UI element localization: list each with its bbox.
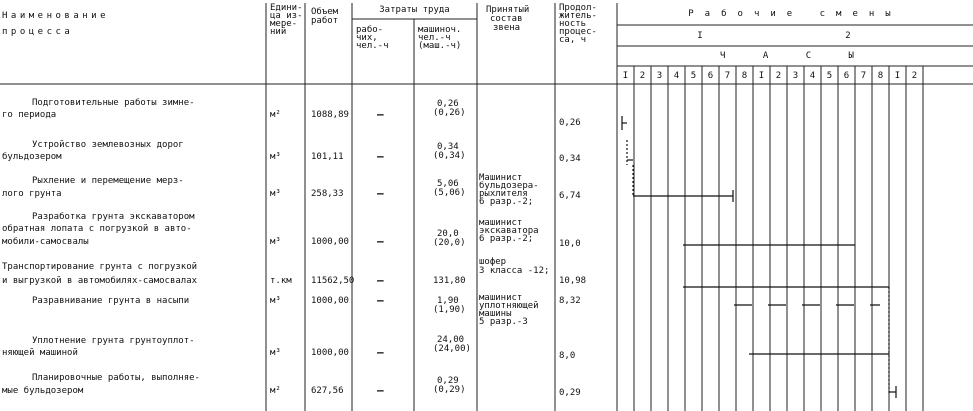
row-2-duration: 0,34 [559,154,581,164]
hour-label: 5 [690,71,697,81]
row-8-unit: м² [270,386,281,396]
shifts-header: Рабочие смены [688,9,902,19]
row-4-machines-2: (20,0) [433,238,466,248]
row-6-duration: 8,32 [559,296,581,306]
row-4-name-1: Разработка грунта экскаватором [32,212,195,222]
row-5-volume: 11562,50 [311,276,355,286]
row-2-workers: – [377,150,384,163]
row-7-name-2: няющей машиной [2,348,78,358]
machines-header-2: чел.-ч [418,33,451,43]
row-3-duration: 6,74 [559,191,581,201]
unit-header-4: ний [270,27,287,37]
row-7-workers: – [377,346,384,359]
unit-header-2: ца из- [270,11,303,21]
crew-header-1: Принятый [486,5,530,15]
row-6-machines-2: (1,90) [433,305,466,315]
crew-header-3: звена [493,23,521,33]
row-6-machines-1: 1,90 [437,296,459,306]
row-3-unit: м³ [270,189,281,199]
hour-label: 7 [860,71,867,81]
row-3-volume: 258,33 [311,189,344,199]
row-6-workers: – [377,294,384,307]
shift-number-2: 2 [845,31,851,41]
hour-label: 2 [775,71,782,81]
row-4-unit: м³ [270,237,281,247]
row-5-name-1: Транспортирование грунта с погрузкой [2,262,198,272]
row-1-name-2: го периода [2,110,57,120]
row-3-workers: – [377,187,384,200]
duration-header-1: Продол- [559,3,597,13]
row-7-name-1: Уплотнение грунта грунтоуплот- [32,336,195,346]
row-2-machines-1: 0,34 [437,142,459,152]
workers-header-2: чих, [356,33,378,43]
crew-4-line-4: 5 разр.-3 [479,317,528,327]
hour-label: 8 [741,71,748,81]
row-1-duration: 0,26 [559,118,581,128]
row-6-volume: 1000,00 [311,296,349,306]
row-5-machines-1: 131,80 [433,276,466,286]
machines-header-3: (маш.-ч) [418,41,462,51]
crew-4-line-2: уплотняющей [479,301,539,311]
duration-header-3: ность [559,19,587,29]
duration-header-2: житель- [559,11,597,21]
crew-1-line-3: рыхлителя [479,189,528,199]
row-4-workers: – [377,235,384,248]
hour-label: 7 [724,71,731,81]
duration-header-4: процес- [559,27,597,37]
row-4-duration: 10,0 [559,239,581,249]
row-5-unit: т.км [270,276,292,286]
hour-label: 3 [656,71,663,81]
row-5-name-2: и выгрузкой в автомобилях-самосвалах [2,276,198,286]
row-1-name-1: Подготовительные работы зимне- [32,98,195,108]
machines-header-1: машиноч. [418,25,462,35]
row-8-name-2: мые бульдозером [2,386,84,396]
crew-2-line-2: экскаватора [479,226,539,236]
row-3-machines-1: 5,06 [437,179,459,189]
unit-header-3: мере- [270,19,298,29]
crew-header-2: состав [490,14,523,24]
hour-label: 4 [809,71,816,81]
crew-1-line-2: бульдозера- [479,181,539,191]
row-4-machines-1: 20,0 [437,229,459,239]
row-1-machines-2: (0,26) [433,108,466,118]
hours-header: Ч А С Ы [720,51,870,61]
shift-number-1: I [697,31,703,41]
row-5-workers: – [377,274,384,287]
crew-4-line-3: машины [479,309,512,319]
hour-label: 4 [673,71,680,81]
row-6-unit: м³ [270,296,281,306]
row-3-machines-2: (5,06) [433,188,466,198]
hour-label: 5 [826,71,833,81]
labor-header: Затраты труда [379,5,450,15]
row-2-name-2: бульдозером [2,152,62,162]
row-4-name-3: мобили-самосвалы [2,237,89,247]
row-2-unit: м³ [270,152,281,162]
row-8-name-1: Планировочные работы, выполняе- [32,373,200,383]
volume-header-1: Объем [311,7,339,17]
crew-3-line-2: 3 класса -12; [479,266,550,276]
workers-header-3: чел.-ч [356,41,389,51]
hour-column-lines [634,66,923,411]
table-rules [0,3,973,411]
row-7-machines-2: (24,00) [433,344,471,354]
hour-label: I [894,71,901,81]
workers-header-1: рабо- [356,25,384,35]
hour-label: 2 [639,71,646,81]
process-header-line2: процесса [2,27,74,37]
row-8-machines-1: 0,29 [437,376,459,386]
hour-label: I [758,71,765,81]
crew-1-line-1: Машинист [479,173,523,183]
row-1-volume: 1088,89 [311,110,349,120]
hour-label: 8 [877,71,884,81]
hour-label: I [622,71,629,81]
row-7-duration: 8,0 [559,351,576,361]
row-3-name-1: Рыхление и перемещение мерз- [32,176,184,186]
crew-3-line-1: шофер [479,257,507,267]
hour-label: 3 [792,71,799,81]
hour-label: 6 [707,71,714,81]
unit-header-1: Едини- [270,3,303,13]
duration-header-5: са, ч [559,35,587,45]
row-1-unit: м² [270,110,281,120]
row-3-name-2: лого грунта [2,189,62,199]
row-7-machines-1: 24,00 [437,335,465,345]
row-1-machines-1: 0,26 [437,99,459,109]
row-1-workers: – [377,108,384,121]
row-8-volume: 627,56 [311,386,344,396]
volume-header-2: работ [311,16,339,26]
hour-label: 2 [911,71,918,81]
row-2-volume: 101,11 [311,152,344,162]
crew-1-line-4: 6 разр.-2; [479,197,534,207]
row-2-name-1: Устройство землевозных дорог [32,140,184,150]
row-8-workers: – [377,384,384,397]
process-header: Наименование [2,11,110,21]
crew-2-line-1: машинист [479,218,523,228]
row-7-volume: 1000,00 [311,348,349,358]
crew-2-line-3: 6 разр.-2; [479,234,534,244]
row-7-unit: м³ [270,348,281,358]
row-2-machines-2: (0,34) [433,151,466,161]
row-4-name-2: обратная лопата с погрузкой в авто- [2,224,192,234]
row-5-duration: 10,98 [559,276,587,286]
crew-4-line-1: машинист [479,293,523,303]
row-8-machines-2: (0,29) [433,385,466,395]
row-4-volume: 1000,00 [311,237,349,247]
hour-label: 6 [843,71,850,81]
row-6-name-1: Разравнивание грунта в насыпи [32,296,190,306]
row-8-duration: 0,29 [559,388,581,398]
